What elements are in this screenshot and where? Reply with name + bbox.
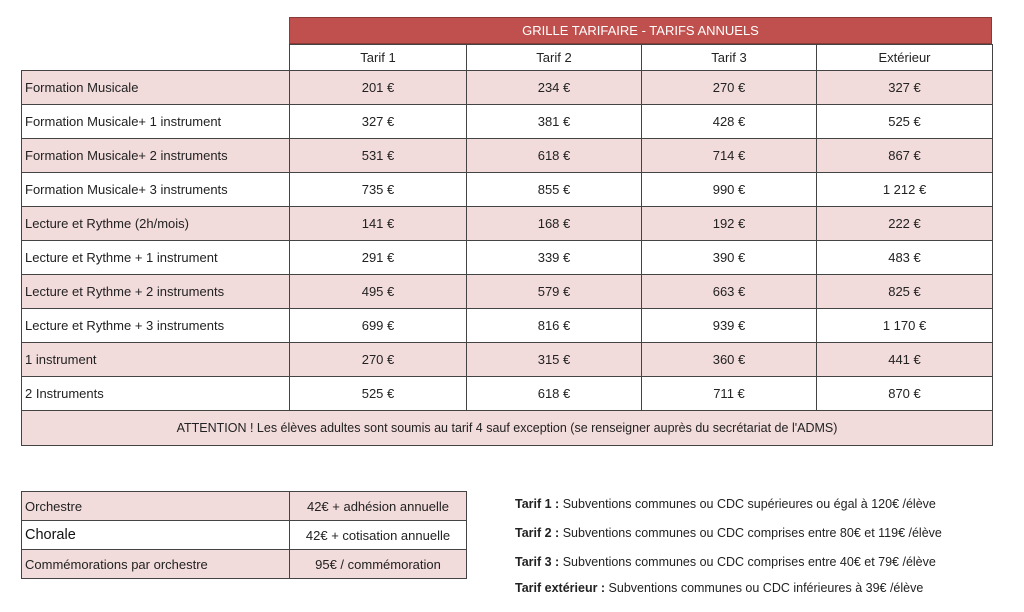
price-cell: 870 € xyxy=(817,377,993,411)
table-row xyxy=(22,173,993,207)
table-row xyxy=(22,139,993,173)
table-row xyxy=(22,241,993,275)
price-cell: 816 € xyxy=(467,309,642,343)
column-header: Tarif 1 xyxy=(290,45,467,71)
legend-text: Subventions communes ou CDC comprises entre 80€ et 119€ /élève xyxy=(559,526,942,540)
price-cell: 711 € xyxy=(642,377,817,411)
legend-term: Tarif 2 : xyxy=(515,526,560,540)
table-row xyxy=(22,492,467,521)
price-cell: 360 € xyxy=(642,343,817,377)
row-label: 1 instrument xyxy=(22,343,290,377)
pricing-table xyxy=(21,44,993,446)
pricing-grid-title: GRILLE TARIFAIRE - TARIFS ANNUELS xyxy=(289,17,992,44)
attention-row xyxy=(22,411,993,446)
price-cell: 270 € xyxy=(642,71,817,105)
activity-label: Commémorations par orchestre xyxy=(22,550,290,579)
price-cell: 483 € xyxy=(817,241,993,275)
price-cell: 579 € xyxy=(467,275,642,309)
price-cell: 699 € xyxy=(290,309,467,343)
price-cell: 525 € xyxy=(817,105,993,139)
legend-term: Tarif extérieur : xyxy=(515,581,606,595)
table-row xyxy=(22,343,993,377)
header-corner xyxy=(22,45,290,71)
table-row xyxy=(22,105,993,139)
legend-item xyxy=(515,497,936,511)
row-label: Formation Musicale+ 2 instruments xyxy=(22,139,290,173)
price-cell: 234 € xyxy=(467,71,642,105)
price-cell: 390 € xyxy=(642,241,817,275)
legend-text: Subventions communes ou CDC inférieures à 39€ /élève xyxy=(605,581,924,595)
price-cell: 663 € xyxy=(642,275,817,309)
price-cell: 339 € xyxy=(467,241,642,275)
row-label: Lecture et Rythme + 3 instruments xyxy=(22,309,290,343)
activity-price: 95€ / commémoration xyxy=(290,550,467,579)
activity-price: 42€ + cotisation annuelle xyxy=(290,521,467,550)
table-header-row xyxy=(22,45,993,71)
price-cell: 867 € xyxy=(817,139,993,173)
table-row xyxy=(22,71,993,105)
legend-text: Subventions communes ou CDC supérieures ou égal à 120€ /élève xyxy=(559,497,936,511)
price-cell: 428 € xyxy=(642,105,817,139)
price-cell: 222 € xyxy=(817,207,993,241)
price-cell: 1 170 € xyxy=(817,309,993,343)
price-cell: 531 € xyxy=(290,139,467,173)
legend-item xyxy=(515,526,942,540)
price-cell: 618 € xyxy=(467,377,642,411)
table-row xyxy=(22,550,467,579)
row-label: Lecture et Rythme (2h/mois) xyxy=(22,207,290,241)
price-cell: 201 € xyxy=(290,71,467,105)
row-label: Formation Musicale xyxy=(22,71,290,105)
price-cell: 327 € xyxy=(817,71,993,105)
price-cell: 270 € xyxy=(290,343,467,377)
price-cell: 495 € xyxy=(290,275,467,309)
price-cell: 825 € xyxy=(817,275,993,309)
legend-text: Subventions communes ou CDC comprises entre 40€ et 79€ /élève xyxy=(559,555,936,569)
activity-label: Chorale xyxy=(22,521,290,550)
price-cell: 714 € xyxy=(642,139,817,173)
price-cell: 939 € xyxy=(642,309,817,343)
table-row xyxy=(22,377,993,411)
price-cell: 141 € xyxy=(290,207,467,241)
row-label: Formation Musicale+ 1 instrument xyxy=(22,105,290,139)
price-cell: 291 € xyxy=(290,241,467,275)
price-cell: 1 212 € xyxy=(817,173,993,207)
price-cell: 735 € xyxy=(290,173,467,207)
price-cell: 327 € xyxy=(290,105,467,139)
activities-table xyxy=(21,491,467,579)
column-header: Tarif 3 xyxy=(642,45,817,71)
price-cell: 855 € xyxy=(467,173,642,207)
price-cell: 618 € xyxy=(467,139,642,173)
attention-note: ATTENTION ! Les élèves adultes sont soumis au tarif 4 sauf exception (se renseigner auprès du secrétariat de l'ADMS) xyxy=(22,411,993,446)
row-label: 2 Instruments xyxy=(22,377,290,411)
activity-label: Orchestre xyxy=(22,492,290,521)
table-row xyxy=(22,207,993,241)
row-label: Lecture et Rythme + 2 instruments xyxy=(22,275,290,309)
legend-term: Tarif 1 : xyxy=(515,497,560,511)
price-cell: 381 € xyxy=(467,105,642,139)
row-label: Lecture et Rythme + 1 instrument xyxy=(22,241,290,275)
column-header: Extérieur xyxy=(817,45,993,71)
table-row xyxy=(22,309,993,343)
price-cell: 441 € xyxy=(817,343,993,377)
price-cell: 990 € xyxy=(642,173,817,207)
legend-item xyxy=(515,581,923,595)
price-cell: 525 € xyxy=(290,377,467,411)
price-cell: 168 € xyxy=(467,207,642,241)
legend-item xyxy=(515,555,936,569)
activity-price: 42€ + adhésion annuelle xyxy=(290,492,467,521)
legend-term: Tarif 3 : xyxy=(515,555,560,569)
price-cell: 192 € xyxy=(642,207,817,241)
column-header: Tarif 2 xyxy=(467,45,642,71)
price-cell: 315 € xyxy=(467,343,642,377)
row-label: Formation Musicale+ 3 instruments xyxy=(22,173,290,207)
table-row xyxy=(22,275,993,309)
table-row xyxy=(22,521,467,550)
